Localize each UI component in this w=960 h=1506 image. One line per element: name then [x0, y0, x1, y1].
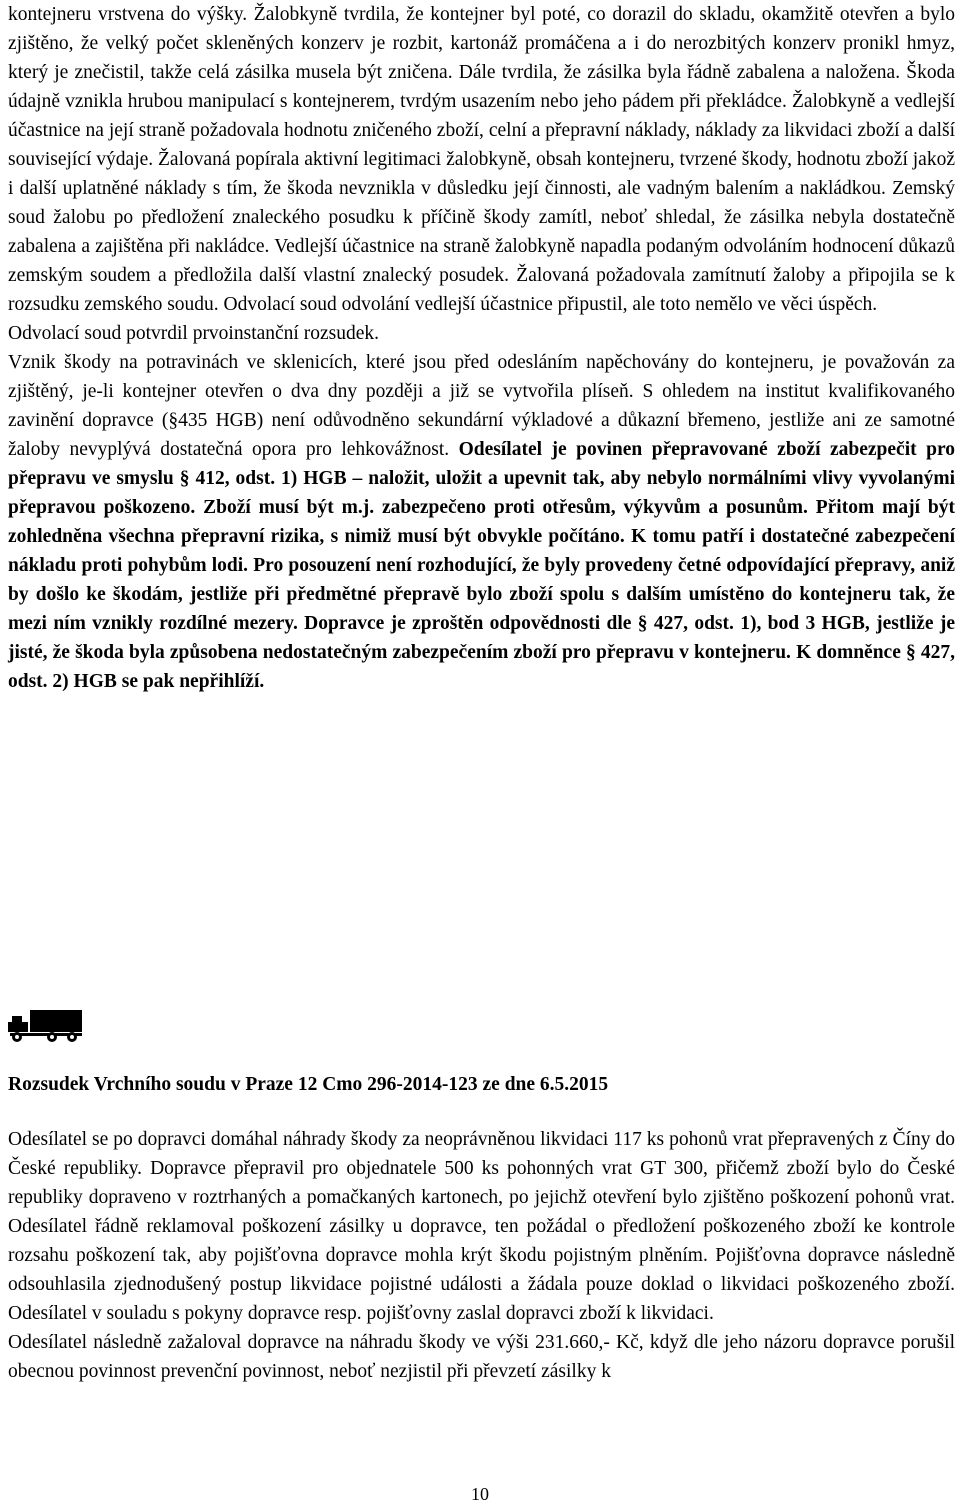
paragraph-legal-reasoning: [8, 348, 955, 696]
paragraph-case-facts: kontejneru vrstvena do výšky. Žalobkyně tvrdila, že kontejner byl poté, co dorazil do skladu, okamžitě otevřen a bylo zjištěno, že velký počet skleněných konzerv je rozbit, kartonáž promáčena a i do nerozbitých konzerv pronikl hmyz, který je znečistil, takže celá zásilka musela být zničena. Dále tvrdila, že zásilka byla řádně zabalena a naložena. Škoda údajně vznikla hrubou manipulací s kontejnerem, tvrdým usazením nebo jeho pádem při překládce. Žalobkyně a vedlejší účastnice na její straně požadovala hodnotu zničeného zboží, celní a přepravní náklady, náklady za likvidaci zboží a další související výdaje. Žalovaná popírala aktivní legitimaci žalobkyně, obsah kontejneru, tvrzené škody, hodnotu zboží jakož i další uplatněné náklady s tím, že škoda nevznikla v důsledku její činnosti, ale vadným balením a nakládkou. Zemský soud žalobu po předložení znaleckého posudku k příčině škody zamítl, neboť shledal, že zásilka nebyla dostatečně zabalena a zajištěna při nakládce. Vedlejší účastnice na straně žalobkyně napadla podaným odvoláním hodnocení důkazů zemským soudem a předložila další vlastní znalecký posudek. Žalovaná požadovala zamítnutí žaloby a připojila se k rozsudku zemského soudu. Odvolací soud odvolání vedlejší účastnice připustil, ale toto nemělo ve věci úspěch.: [8, 4, 955, 315]
document-page: [8, 0, 955, 696]
paragraph-ruling-facts: Odesílatel se po dopravci domáhal náhrady škody za neoprávněnou likvidaci 117 ks pohonů vrat přepravených z Číny do České republiky. Dopravce přepravil pro objednatele 500 ks pohonných vrat GT 300, přičemž zboží bylo do České republiky dopraveno v roztrhaných a pomačkaných kartonech, po jejichž otevření bylo zjištěno poškození pohonů vrat. Odesílatel řádně reklamoval poškození zásilky u dopravce, ten požádal o předložení poškozeného zboží ke kontrole rozsahu poškození tak, aby pojišťovna dopravce mohla krýt škodu pojistným plněním. Pojišťovna dopravce následně odsouhlasila zjednodušený postup likvidace pojistné události a žádala pouze doklad o likvidaci poškozeného zboží. Odesílatel v souladu s pokyny dopravce resp. pojišťovny zaslal dopravci zboží k likvidaci.: [8, 1129, 955, 1324]
reasoning-bold-text: Odesílatel je povinen přepravované zboží zabezpečit pro přepravu ve smyslu § 412, odst. 1) HGB – naložit, uložit a upevnit tak, aby nebylo normálními vlivy vyvolanými přepravou poškozeno. Zboží musí být m.j. zabezpečeno proti otřesům, výkyvům a posunům. Přitom mají být zohledněna všechna přepravní rizika, s nimiž musí být obvykle počítáno. K tomu patří i dostatečné zabezpečení nákladu proti pohybům lodi. Pro posouzení není rozhodující, že byly provedeny četné odpovídající přepravy, aniž by došlo ke škodám, jestliže při předmětné přepravě bylo zboží spolu s dalším umístěno do kontejneru tak, že mezi ním vznikly rozdílné mezery. Dopravce je zproštěn odpovědnosti dle § 427, odst. 1), bod 3 HGB, jestliže je jisté, že škoda byla způsobena nedostatečným zabezpečením zboží pro přepravu v kontejneru. K domněnce § 427, odst. 2) HGB se pak nepřihlíží.: [8, 439, 956, 692]
ruling-title: Rozsudek Vrchního soudu v Praze 12 Cmo 296-2014-123 ze dne 6.5.2015: [8, 1074, 609, 1095]
truck-icon: [8, 1004, 84, 1044]
ruling-body: [8, 1125, 955, 1386]
page-number: 10: [471, 1484, 489, 1504]
paragraph-appeal-result: Odvolací soud potvrdil prvoinstanční rozsudek.: [8, 323, 379, 344]
paragraph-ruling-claim: Odesílatel následně zažaloval dopravce na náhradu škody ve výši 231.660,- Kč, když dle jeho názoru dopravce porušil obecnou povinnost prevenční povinnost, neboť nezjistil při převzetí zásilky k: [8, 1332, 955, 1382]
reasoning-text: Vznik škody na potravinách ve sklenicích, které jsou před odesláním napěchovány do kontejneru, je považován za zjištěný, je-li kontejner otevřen o dva dny později a již se vytvořila plíseň. S ohledem na institut kvalifikovaného zavinění dopravce (§435 HGB) není odůvodněno sekundární výkladové a důkazní břemeno, jestliže ani ze samotné žaloby nevyplývá dostatečná opora pro lehkovážnost.: [8, 352, 955, 460]
